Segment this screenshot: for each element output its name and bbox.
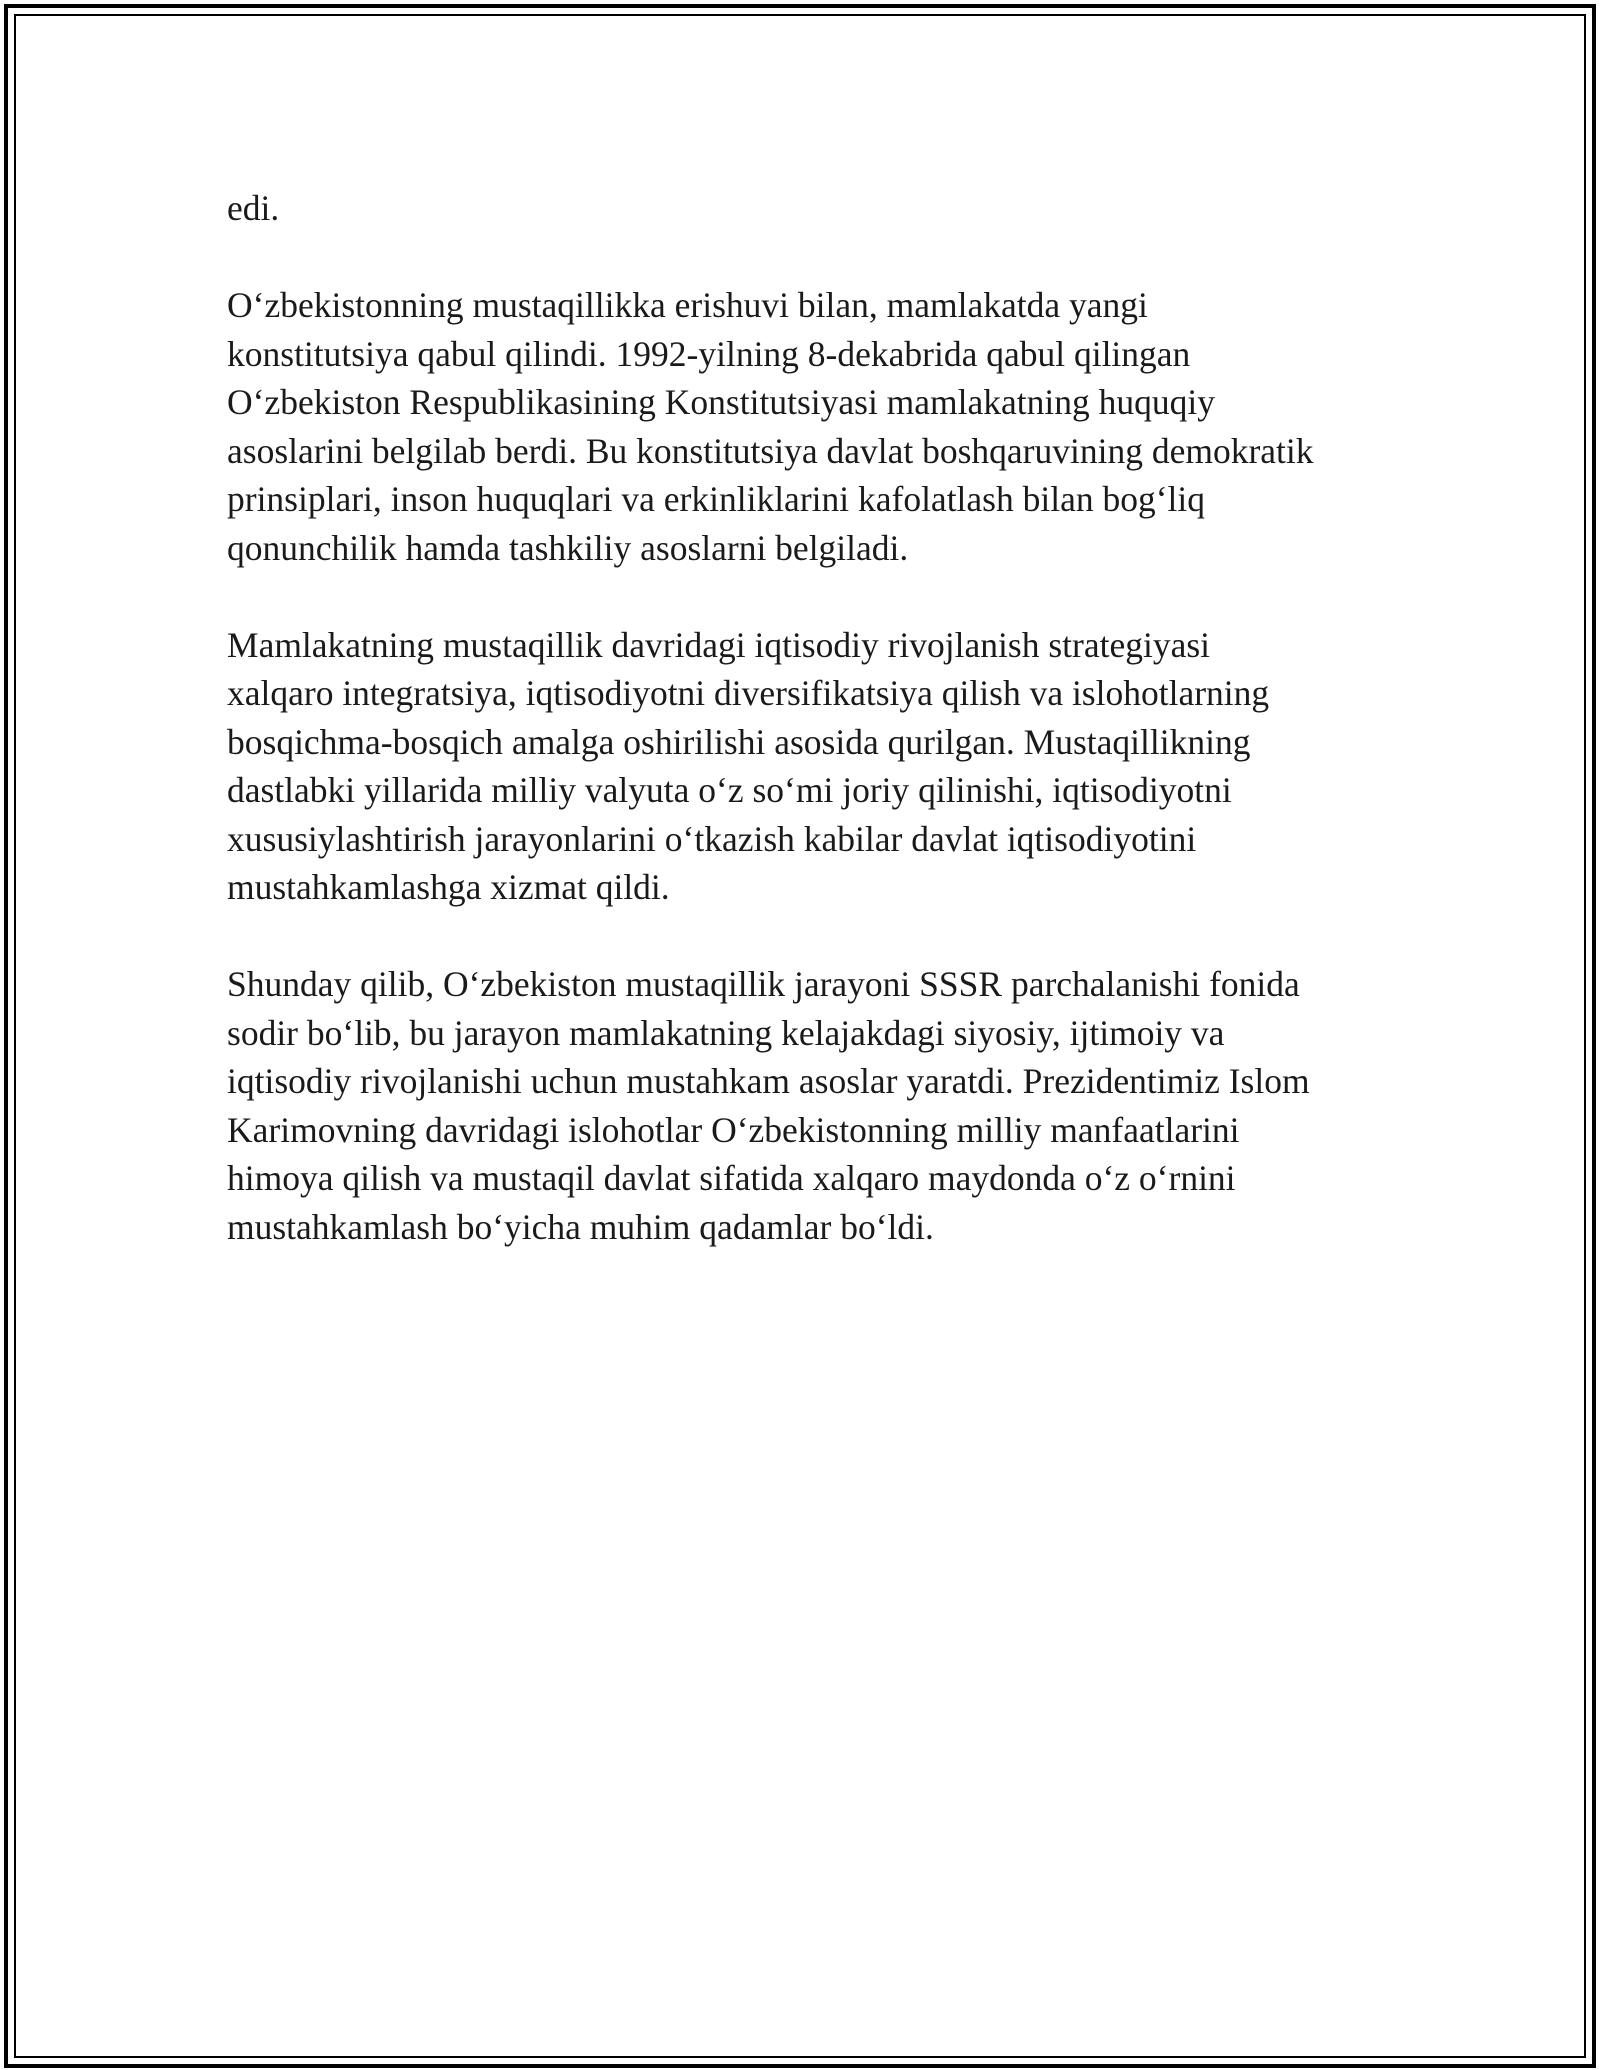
paragraph-line: Mamlakatning mustaqillik davridagi iqtisodiy rivojlanish strategiyasi bbox=[227, 624, 1211, 665]
paragraph-line: sodir bo‘lib, bu jarayon mamlakatning kelajakdagi siyosiy, ijtimoiy va bbox=[227, 1012, 1225, 1053]
paragraph-line: himoya qilish va mustaqil davlat sifatida xalqaro maydonda o‘z o‘rnini bbox=[227, 1158, 1236, 1198]
paragraph-line: O‘zbekistonning mustaqillikka erishuvi bilan, mamlakatda yangi bbox=[227, 285, 1148, 325]
paragraph-line: Karimovning davridagi islohotlar O‘zbekistonning milliy manfaatlarini bbox=[227, 1109, 1240, 1150]
document-body bbox=[227, 184, 1367, 1251]
paragraph-line: bosqichma-bosqich amalga oshirilishi asosida qurilgan. Mustaqillikning bbox=[227, 721, 1251, 762]
paragraph-4 bbox=[227, 960, 1367, 1251]
paragraph-line: qonunchilik hamda tashkiliy asoslarni belgiladi. bbox=[227, 527, 909, 568]
paragraph-line: edi. bbox=[227, 188, 280, 228]
paragraph-line: Shunday qilib, O‘zbekiston mustaqillik jarayoni SSSR parchalanishi fonida bbox=[227, 964, 1300, 1004]
paragraph-line: iqtisodiy rivojlanishi uchun mustahkam asoslar yaratdi. Prezidentimiz Islom bbox=[227, 1061, 1310, 1101]
paragraph-line: mustahkamlashga xizmat qildi. bbox=[227, 867, 670, 907]
paragraph-line: prinsiplari, inson huquqlari va erkinliklarini kafolatlash bilan bog‘liq bbox=[227, 479, 1206, 519]
paragraph-3 bbox=[227, 621, 1367, 912]
paragraph-line: xususiylashtirish jarayonlarini o‘tkazish kabilar davlat iqtisodiyotini bbox=[227, 818, 1197, 859]
paragraph-line: O‘zbekiston Respublikasining Konstitutsiyasi mamlakatning huquqiy bbox=[227, 382, 1216, 422]
paragraph-line: dastlabki yillarida milliy valyuta o‘z so‘mi joriy qilinishi, iqtisodiyotni bbox=[227, 770, 1232, 810]
paragraph-1 bbox=[227, 184, 1367, 233]
paragraph-line: mustahkamlash bo‘yicha muhim qadamlar bo‘ldi. bbox=[227, 1206, 934, 1247]
paragraph-2 bbox=[227, 281, 1367, 572]
paragraph-line: xalqaro integratsiya, iqtisodiyotni diversifikatsiya qilish va islohotlarning bbox=[227, 673, 1270, 713]
paragraph-line: asoslarini belgilab berdi. Bu konstitutsiya davlat boshqaruvining demokratik bbox=[227, 430, 1314, 471]
paragraph-line: konstitutsiya qabul qilindi. 1992-yilning 8-dekabrida qabul qilingan bbox=[227, 333, 1191, 374]
